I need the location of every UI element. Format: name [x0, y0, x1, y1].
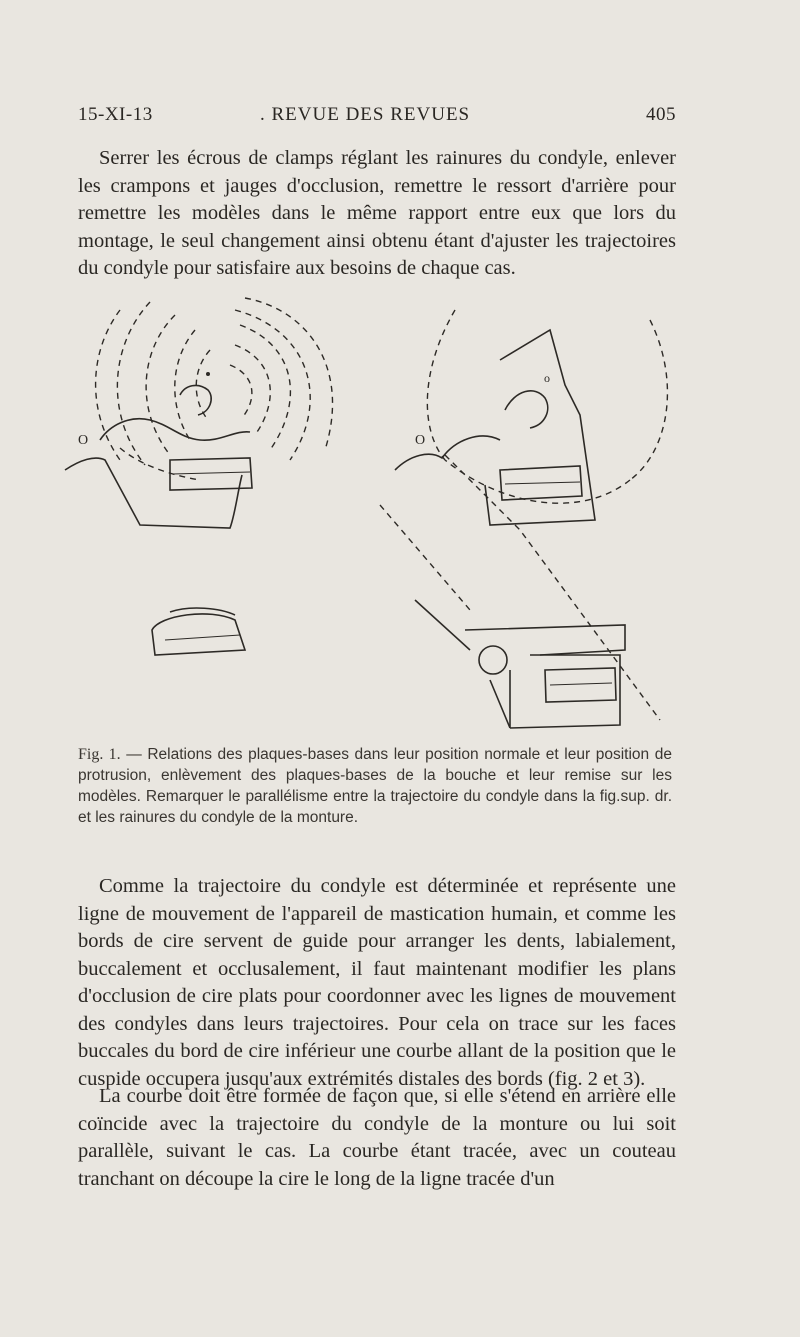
caption-text: — Relations des plaques-bases dans leur position normale et leur position de protrusion, enlèvement des plaques-bases de la bouche et leur remise sur les modèles. Remarquer le parallélisme entre la trajectoire du condyle dans la fig.sup. dr. et les rainures du condyle de la monture.	[78, 746, 672, 826]
upper-left-drawing	[65, 298, 333, 528]
paragraph-1: Serrer les écrous de clamps réglant les rainures du condyle, enlever les crampons et jauges d'occlusion, remettre le ressort d'arrière pour remettre les modèles dans le même rapport entre eux que lors du montage, le seul changement ainsi obtenu étant d'ajuster les trajectoires du condyle pour satisfaire aux besoins de chaque cas.	[78, 147, 676, 279]
lower-left-plate	[152, 608, 245, 655]
label-o-right: O	[415, 433, 426, 448]
header-title: . REVUE DES REVUES	[260, 104, 471, 125]
figure-caption	[78, 744, 672, 828]
page-number: 405	[646, 104, 676, 125]
label-o-top-right: o	[544, 371, 550, 385]
paragraph-2: Comme la trajectoire du condyle est déterminée et représente une ligne de mouvement de l'appareil de mastication humain, et comme les bords de cire servent de guide pour arranger les dents, labialement, buccalement et occlusalement, il faut maintenant modifier les plans d'occlusion de cire plats pour coordonner avec les lignes de mouvement des condyles dans leurs trajectoires. Pour cela on trace sur les faces buccales du bord de cire inférieur une courbe allant de la position que le cuspide occupera jusqu'aux extrémités distales des bords (fig. 2 et 3).	[78, 875, 676, 1090]
caption-label: Fig. 1.	[78, 746, 121, 763]
running-header	[78, 104, 676, 134]
articulator-drawing	[415, 600, 625, 728]
figure-1-illustration	[60, 290, 680, 730]
header-date: 15-XI-13	[78, 104, 153, 125]
upper-right-drawing	[380, 310, 667, 720]
label-o-left: O	[78, 433, 89, 448]
paragraph-3: La courbe doit être formée de façon que, si elle s'étend en arrière elle coïncide avec la trajectoire du condyle de la monture ou lui soit parallèle, suivant le cas. La courbe étant tracée, avec un couteau tranchant on découpe la cire le long de la ligne tracée d'un	[78, 1085, 676, 1190]
